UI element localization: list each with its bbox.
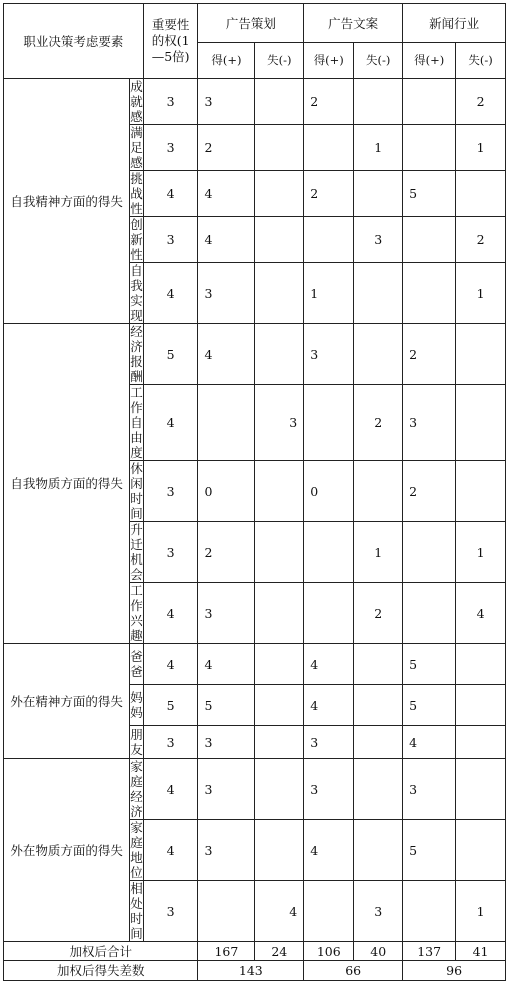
gain-cell	[403, 583, 456, 644]
gain-cell	[198, 881, 255, 942]
gain-value: 3	[409, 415, 418, 430]
factor-label: 升迁机会	[130, 522, 143, 582]
loss-cell	[354, 522, 403, 583]
gain-value: 2	[204, 544, 213, 560]
factor-column-header: 职业决策考虑要素	[4, 4, 144, 79]
gain-cell	[198, 644, 255, 685]
loss-cell	[354, 461, 403, 522]
total-loss: 40	[354, 942, 403, 961]
weight-header-line: 重要性	[151, 17, 190, 32]
weight-cell	[143, 820, 198, 881]
loss-cell	[354, 125, 403, 171]
gain-value: 2	[310, 186, 319, 201]
group-label: 自我精神方面的得失	[4, 79, 130, 324]
factor-label: 工作自由度	[130, 385, 143, 460]
weight-value: 5	[166, 346, 175, 362]
gain-cell	[403, 79, 456, 125]
gain-cell	[198, 125, 255, 171]
loss-cell	[456, 171, 506, 217]
loss-cell	[456, 263, 506, 324]
loss-cell	[456, 726, 506, 759]
loss-value: 3	[374, 903, 383, 919]
gain-value: 3	[409, 781, 418, 797]
weight-cell	[143, 79, 198, 125]
loss-cell	[255, 685, 304, 726]
loss-cell	[255, 644, 304, 685]
gain-cell	[304, 759, 354, 820]
factor-label: 朋友	[130, 727, 143, 757]
factor-label: 家庭经济	[130, 759, 143, 819]
gain-cell	[198, 522, 255, 583]
total-loss: 24	[255, 942, 304, 961]
gain-cell	[403, 522, 456, 583]
total-loss: 41	[456, 942, 506, 961]
difference-row	[4, 961, 506, 981]
total-gain: 167	[198, 942, 255, 961]
gain-cell	[304, 217, 354, 263]
option-header-ad-planning: 广告策划	[198, 4, 304, 43]
loss-cell	[456, 79, 506, 125]
loss-cell	[354, 217, 403, 263]
difference-value: 66	[304, 961, 403, 981]
gain-cell	[304, 820, 354, 881]
gain-value: 2	[409, 483, 418, 499]
loss-cell	[456, 759, 506, 820]
option-header-news: 新闻行业	[403, 4, 506, 43]
gain-value: 5	[409, 842, 418, 858]
difference-label: 加权后得失差数	[4, 961, 198, 981]
gain-cell	[403, 726, 456, 759]
weight-cell	[143, 522, 198, 583]
weight-header-line: —5倍)	[151, 49, 190, 64]
loss-cell	[354, 324, 403, 385]
gain-value: 4	[310, 842, 319, 858]
factor-label: 经济报酬	[130, 324, 143, 384]
gain-cell	[304, 171, 354, 217]
gain-value: 3	[310, 734, 319, 750]
weight-column-header	[143, 4, 198, 79]
gain-cell	[403, 125, 456, 171]
gain-header: 得(+)	[198, 43, 255, 79]
loss-cell	[456, 644, 506, 685]
loss-value: 3	[374, 232, 383, 247]
loss-cell	[255, 820, 304, 881]
gain-cell	[304, 125, 354, 171]
gain-cell	[304, 726, 354, 759]
loss-cell	[354, 171, 403, 217]
gain-cell	[198, 583, 255, 644]
weight-value: 3	[166, 903, 175, 919]
option-header-ad-copywriting: 广告文案	[304, 4, 403, 43]
loss-cell	[255, 385, 304, 461]
loss-value: 1	[476, 903, 485, 919]
gain-cell	[198, 685, 255, 726]
gain-cell	[198, 461, 255, 522]
gain-value: 4	[310, 697, 319, 713]
factor-label: 工作兴趣	[130, 583, 143, 643]
weight-cell	[143, 171, 198, 217]
weight-value: 4	[166, 605, 175, 621]
loss-cell	[255, 217, 304, 263]
loss-cell	[354, 263, 403, 324]
gain-cell	[304, 324, 354, 385]
gain-cell	[403, 171, 456, 217]
loss-cell	[354, 759, 403, 820]
loss-cell	[255, 125, 304, 171]
weight-header-line: 的权(1	[151, 33, 190, 48]
gain-value: 4	[204, 186, 213, 201]
group-label: 外在精神方面的得失	[4, 644, 130, 759]
loss-value: 1	[476, 285, 485, 301]
gain-cell	[304, 583, 354, 644]
weight-value: 3	[166, 544, 175, 560]
gain-value: 4	[204, 656, 213, 672]
gain-cell	[304, 881, 354, 942]
gain-cell	[198, 385, 255, 461]
loss-cell	[354, 583, 403, 644]
gain-cell	[403, 881, 456, 942]
gain-cell	[198, 171, 255, 217]
totals-row	[4, 942, 506, 961]
gain-header: 得(+)	[304, 43, 354, 79]
loss-cell	[354, 685, 403, 726]
loss-value: 2	[476, 232, 485, 247]
gain-value: 3	[204, 94, 213, 109]
gain-cell	[403, 461, 456, 522]
weight-cell	[143, 726, 198, 759]
gain-value: 3	[204, 842, 213, 858]
gain-cell	[198, 79, 255, 125]
loss-cell	[255, 79, 304, 125]
gain-cell	[304, 79, 354, 125]
weight-value: 3	[166, 232, 175, 247]
gain-cell	[403, 759, 456, 820]
loss-value: 2	[374, 605, 383, 621]
gain-value: 5	[204, 697, 213, 713]
loss-cell	[255, 881, 304, 942]
loss-cell	[456, 324, 506, 385]
loss-value: 4	[476, 605, 485, 621]
loss-cell	[456, 881, 506, 942]
gain-value: 0	[204, 483, 213, 499]
weight-cell	[143, 881, 198, 942]
gain-cell	[198, 726, 255, 759]
table-row	[4, 644, 506, 685]
weight-cell	[143, 125, 198, 171]
factor-label: 自我实现	[130, 263, 143, 323]
weight-cell	[143, 583, 198, 644]
loss-cell	[456, 583, 506, 644]
loss-header: 失(-)	[456, 43, 506, 79]
gain-value: 5	[409, 656, 418, 672]
weight-value: 3	[166, 734, 175, 750]
gain-cell	[403, 385, 456, 461]
loss-cell	[255, 522, 304, 583]
gain-value: 2	[310, 94, 319, 109]
weight-value: 4	[166, 781, 175, 797]
gain-value: 0	[310, 483, 319, 499]
loss-cell	[354, 726, 403, 759]
factor-label: 挑战性	[130, 171, 143, 216]
weight-value: 3	[166, 140, 175, 155]
loss-cell	[354, 385, 403, 461]
factor-label: 成就感	[130, 79, 143, 124]
loss-value: 1	[476, 544, 485, 560]
gain-value: 5	[409, 697, 418, 713]
gain-value: 4	[204, 346, 213, 362]
gain-cell	[403, 324, 456, 385]
loss-value: 1	[476, 140, 485, 155]
gain-cell	[403, 685, 456, 726]
loss-value: 1	[374, 140, 383, 155]
loss-cell	[456, 522, 506, 583]
weight-cell	[143, 461, 198, 522]
gain-cell	[403, 263, 456, 324]
gain-cell	[403, 644, 456, 685]
loss-cell	[354, 79, 403, 125]
weight-value: 3	[166, 94, 175, 109]
loss-cell	[255, 759, 304, 820]
gain-cell	[198, 217, 255, 263]
gain-value: 3	[310, 346, 319, 362]
weight-cell	[143, 759, 198, 820]
weight-value: 4	[166, 285, 175, 301]
loss-cell	[456, 385, 506, 461]
total-gain: 106	[304, 942, 354, 961]
factor-label: 家庭地位	[130, 820, 143, 880]
weight-cell	[143, 385, 198, 461]
loss-value: 2	[476, 94, 485, 109]
career-decision-table	[3, 3, 506, 981]
table-row	[4, 324, 506, 385]
gain-header: 得(+)	[403, 43, 456, 79]
gain-cell	[403, 820, 456, 881]
table-row	[4, 759, 506, 820]
group-label: 外在物质方面的得失	[4, 759, 130, 942]
weight-value: 5	[166, 697, 175, 713]
weight-value: 4	[166, 415, 175, 430]
loss-cell	[354, 820, 403, 881]
weight-value: 4	[166, 186, 175, 201]
gain-cell	[198, 263, 255, 324]
gain-cell	[304, 685, 354, 726]
factor-label: 相处时间	[130, 881, 143, 941]
gain-cell	[198, 759, 255, 820]
gain-value: 3	[204, 781, 213, 797]
gain-cell	[304, 461, 354, 522]
gain-value: 1	[310, 285, 319, 301]
loss-value: 4	[289, 903, 298, 919]
gain-value: 3	[310, 781, 319, 797]
loss-cell	[354, 644, 403, 685]
factor-label: 创新性	[130, 217, 143, 262]
loss-cell	[255, 171, 304, 217]
weight-cell	[143, 644, 198, 685]
loss-cell	[255, 461, 304, 522]
weight-value: 4	[166, 656, 175, 672]
loss-header: 失(-)	[354, 43, 403, 79]
factor-label: 妈妈	[130, 685, 144, 726]
difference-value: 96	[403, 961, 506, 981]
loss-value: 3	[289, 415, 298, 430]
weight-cell	[143, 217, 198, 263]
loss-cell	[456, 685, 506, 726]
table-row	[4, 79, 506, 125]
gain-value: 2	[409, 346, 418, 362]
gain-value: 4	[409, 734, 418, 750]
gain-value: 5	[409, 186, 418, 201]
factor-label: 休闲时间	[130, 461, 143, 521]
loss-value: 1	[374, 544, 383, 560]
gain-cell	[198, 324, 255, 385]
loss-cell	[255, 263, 304, 324]
gain-value: 3	[204, 605, 213, 621]
totals-label: 加权后合计	[4, 942, 198, 961]
weight-cell	[143, 685, 198, 726]
gain-cell	[403, 217, 456, 263]
weight-cell	[143, 263, 198, 324]
weight-value: 4	[166, 842, 175, 858]
factor-label: 满足感	[130, 125, 143, 170]
loss-cell	[456, 125, 506, 171]
difference-value: 143	[198, 961, 304, 981]
gain-value: 4	[310, 656, 319, 672]
loss-cell	[354, 881, 403, 942]
gain-cell	[304, 385, 354, 461]
gain-value: 4	[204, 232, 213, 247]
weight-cell	[143, 324, 198, 385]
loss-header: 失(-)	[255, 43, 304, 79]
group-label: 自我物质方面的得失	[4, 324, 130, 644]
total-gain: 137	[403, 942, 456, 961]
gain-cell	[304, 644, 354, 685]
loss-cell	[255, 583, 304, 644]
loss-cell	[456, 217, 506, 263]
gain-cell	[304, 263, 354, 324]
gain-cell	[304, 522, 354, 583]
factor-label: 爸爸	[130, 644, 144, 685]
gain-value: 2	[204, 140, 213, 155]
loss-cell	[255, 324, 304, 385]
loss-cell	[456, 820, 506, 881]
loss-value: 2	[374, 415, 383, 430]
loss-cell	[456, 461, 506, 522]
gain-value: 3	[204, 285, 213, 301]
loss-cell	[255, 726, 304, 759]
gain-cell	[198, 820, 255, 881]
weight-value: 3	[166, 483, 175, 499]
gain-value: 3	[204, 734, 213, 750]
